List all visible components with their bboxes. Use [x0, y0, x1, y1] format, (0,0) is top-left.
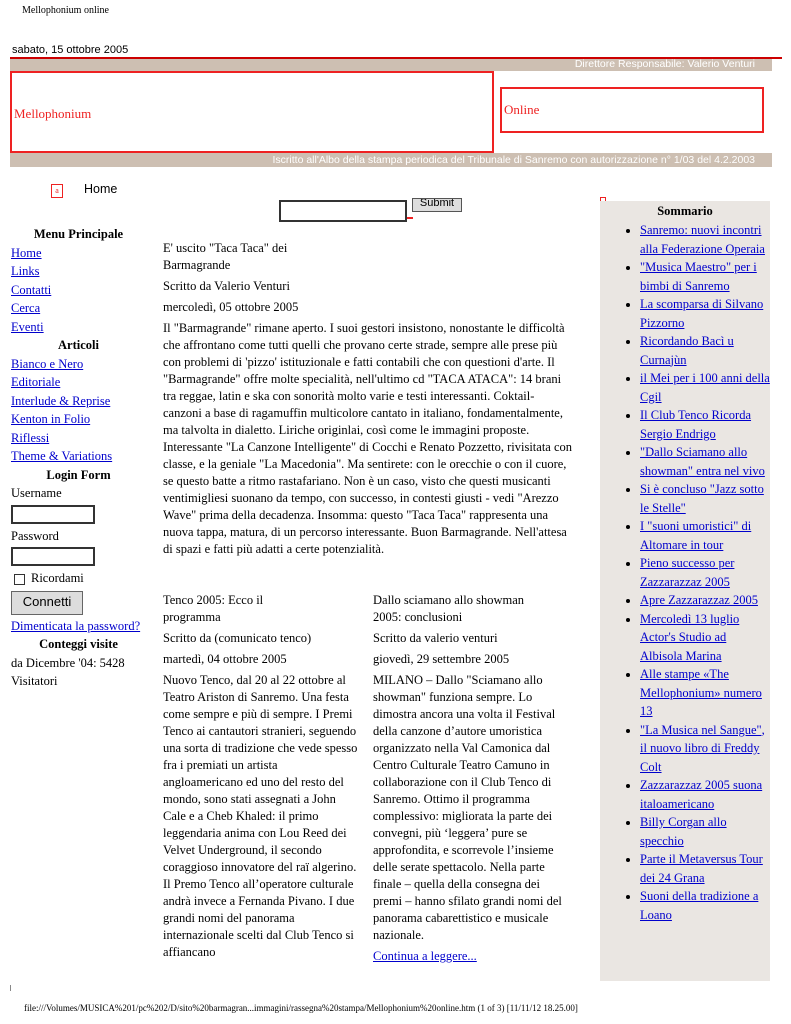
sidebar-item [640, 554, 770, 591]
sidebar-item-link[interactable]: Billy Corgan allo specchio [640, 815, 727, 848]
menu-item[interactable]: Eventi [11, 319, 44, 334]
article-date: martedì, 04 ottobre 2005 [163, 652, 287, 666]
sidebar-item-link[interactable]: La scomparsa di Silvano Pizzorno [640, 297, 764, 330]
site-title: Mellophonium [14, 106, 92, 121]
sidebar-item-link[interactable]: Ricordando Bacì u Curnajùn [640, 334, 734, 367]
login-button[interactable]: Connetti [11, 591, 83, 615]
sidebar-item [640, 776, 770, 813]
sidebar-item-link[interactable]: Apre Zazzarazzaz 2005 [640, 593, 758, 607]
username-label: Username [11, 486, 62, 500]
search-submit-button[interactable]: Submit [412, 198, 462, 212]
article-body: Nuovo Tenco, dal 20 al 22 ottobre al Teatro Ariston di Sanremo. Una festa come sempre e più di sempre. I Premi Tenco ai cantautori stranieri, seguendo una sorta di tradizione che vede spesso fra i premiati un artista angloamericano ed uno del resto del mondo, sono stati assegnati a John Cale e a Cheb Khaled: il primo leggendaria anima con Lou Reed dei Velvet Underground, il secondo coraggioso innovatore del raï algerino. Il Premo Tenco all’operatore culturale andrà invece a Fernanda Pivano. I due grandi nomi del panorama internazionale scelti dal Club Tenco si affiancano [163, 673, 358, 959]
sidebar-item-link[interactable]: "Dallo Sciamano allo showman" entra nel vivo [640, 445, 765, 478]
password-label: Password [11, 528, 59, 543]
articles-heading: Articoli [58, 338, 99, 352]
sidebar-item [640, 332, 770, 369]
sidebar-item [640, 295, 770, 332]
article-date: giovedì, 29 settembre 2005 [373, 652, 510, 666]
sidebar-item-link[interactable]: "Musica Maestro" per i bimbi di Sanremo [640, 260, 757, 293]
articles-item[interactable]: Kenton in Folio [11, 412, 91, 426]
sidebar-summary [600, 201, 770, 981]
sidebar-item-link[interactable]: il Mei per i 100 anni della Cgil [640, 371, 770, 404]
counter-text: da Dicembre '04: 5428 Visitatori [11, 655, 125, 688]
article-sciamano [373, 592, 569, 965]
site-title-box [10, 71, 494, 153]
articles-item[interactable]: Theme & Variations [11, 449, 113, 463]
password-field[interactable] [11, 547, 95, 566]
articles-item[interactable]: Bianco e Nero [11, 356, 84, 371]
sidebar-item [640, 850, 770, 887]
article-title: Dallo sciamano allo showman 2005: conclusioni [373, 593, 525, 624]
sidebar-item [640, 406, 770, 443]
menu-item[interactable]: Home [11, 245, 42, 260]
menu-heading: Menu Principale [33, 227, 124, 241]
menu-item[interactable]: Links [11, 264, 40, 278]
site-online-label: Online [504, 102, 540, 117]
print-footer: file:///Volumes/MUSICA%201/pc%202/D/sito%20barmagran...immagini/rassegna%20stampa/Mellophonium%20online.htm (1 of 3) [11/11/12 18.25.00] [24, 1003, 578, 1013]
left-column [11, 225, 146, 691]
remember-label: Ricordami [31, 571, 84, 585]
article-title: E' uscito "Taca Taca" dei Barmagrande [163, 241, 288, 272]
sidebar-item-link[interactable]: Mercoledì 13 luglio Actor's Studio ad Albisola Marina [640, 611, 740, 663]
sidebar-title: Sommario [657, 204, 713, 218]
sidebar-item-link[interactable]: Il Club Tenco Ricorda Sergio Endrigo [640, 408, 752, 441]
sidebar-item [640, 369, 770, 406]
sidebar-item-link[interactable]: Suoni della tradizione a Loano [640, 889, 759, 922]
sidebar-item-link[interactable]: Pieno successo per Zazzarazzaz 2005 [640, 556, 735, 589]
search-input[interactable] [279, 200, 407, 222]
article-date: mercoledì, 05 ottobre 2005 [163, 300, 299, 314]
remember-checkbox[interactable] [14, 574, 25, 585]
sidebar-item [640, 887, 770, 924]
article-body: MILANO – Dallo "Sciamano allo showman" funziona sempre. Lo dimostra ancora una volta il Festival della canzone d’autore umoristica organizzato nella Val Camonica dal Centro Culturale Teatro Camuno in collaborazione con il Club Tenco di Sanremo. Ottimo il programma complessivo: migliorata la parte dei convegni, più ‘leggera’ pure se approfondita, e scorrevole l’insieme delle serate spettacolo. Nella parte finale – quella della consegna dei premi – hanno sfilato grandi nomi del panorama cabarettistico e musicale nazionale. [373, 673, 562, 942]
registration-text: Iscritto all'Albo della stampa periodica del Tribunale di Sanremo con autorizzazione n° 1/03 del 4.2.2003 [272, 154, 755, 166]
left-border [10, 985, 11, 991]
article-tenco [163, 592, 359, 965]
menu-item[interactable]: Contatti [11, 282, 52, 297]
sidebar-item-link[interactable]: Sanremo: nuovi incontri alla Federazione Operaia [640, 223, 765, 256]
sidebar-item [640, 221, 770, 258]
sidebar-item [640, 443, 770, 480]
read-more-link[interactable]: Continua a leggere... [373, 949, 477, 963]
director-text: Direttore Responsabile: Valerio Venturi [574, 58, 755, 70]
site-online-box [500, 87, 764, 133]
menu-list [11, 244, 146, 337]
sidebar-item-link[interactable]: I "suoni umoristici" di Altomare in tour [640, 519, 752, 552]
sidebar-item [640, 813, 770, 850]
sidebar-item [640, 610, 770, 666]
top-home-link[interactable]: Home [84, 182, 118, 196]
print-header: Mellophonium online [22, 5, 109, 16]
sidebar-item-link[interactable]: Zazzarazzaz 2005 suona italoamericano [640, 778, 763, 811]
article-body: Il "Barmagrande" rimane aperto. I suoi gestori insistono, nonostante le difficoltà che affrontano come tutti quelli che provano certe strade, sempre alle prese più con problemi di 'pizzo' istituzionale e fatti contabili che con questioni d'arte. Il "Barmagrande" offre molte specialità, nell'ultimo cd "TACA ATACA": 14 brani tra reggae, latin e ska con sonorità molto varie e testi interessanti. Coktail-canzoni a base di ragamuffin multicolore cantato in italiano, fondamentalmente, ma talvolta in dialetto. Liriche originlai, così come le immagini proposte. Interessante "La Canzone Intelligente" di Cocchi e Renato Pozzetto, rivisitata con classe, e la geniale "La Macedonia". Ma sentirete: con le orecchie o con il cuore, se questo batte a ritmo rastafariano. Non è un caso, visto che questi musicanti ventimigliesi suonano da tempo, con successo, in contesti giusti - vedi "Arezzo Wave" prima della decadenza. Insomma: questo "Taca Taca" rappresenta una nuova tappa, matura, di un percorso interessante. Buon Barmagrande. Nell'attesa di spazi e fatti più adatti a certe potenzialità. [163, 321, 573, 556]
current-date: sabato, 15 ottobre 2005 [12, 44, 129, 56]
article-title: Tenco 2005: Ecco il programma [163, 593, 264, 624]
sidebar-item [640, 480, 770, 517]
article-author: Scritto da (comunicato tenco) [163, 631, 312, 645]
articles-list [11, 355, 146, 466]
article-author: Scritto da Valerio Venturi [163, 279, 290, 293]
remember-row[interactable] [11, 569, 146, 588]
login-heading: Login Form [46, 467, 111, 482]
search-accent [407, 217, 413, 219]
menu-item[interactable]: Cerca [11, 301, 41, 315]
sidebar-item-link[interactable]: "La Musica nel Sangue", il nuovo libro di Freddy Colt [640, 722, 765, 774]
username-field[interactable] [11, 505, 95, 524]
sidebar-item-link[interactable]: Alle stampe «The Mellophonium» numero 13 [640, 667, 762, 718]
articles-item[interactable]: Interlude & Reprise [11, 393, 111, 408]
home-icon[interactable]: a [51, 184, 63, 198]
counter-heading: Conteggi visite [39, 637, 118, 651]
main-article [163, 240, 573, 562]
articles-item[interactable]: Editoriale [11, 375, 61, 389]
sidebar-item [640, 258, 770, 295]
sidebar-item-link[interactable]: Parte il Metaversus Tour dei 24 Grana [640, 852, 763, 885]
sidebar-list [600, 221, 770, 924]
article-author: Scritto da valerio venturi [373, 631, 498, 645]
sidebar-item [640, 721, 770, 777]
forgot-password-link[interactable]: Dimenticata la password? [11, 618, 141, 633]
sidebar-item [640, 591, 770, 610]
articles-item[interactable]: Riflessi [11, 430, 50, 445]
sidebar-item [640, 517, 770, 554]
sidebar-item-link[interactable]: Si è concluso "Jazz sotto le Stelle" [640, 482, 764, 515]
sidebar-item [640, 665, 770, 721]
